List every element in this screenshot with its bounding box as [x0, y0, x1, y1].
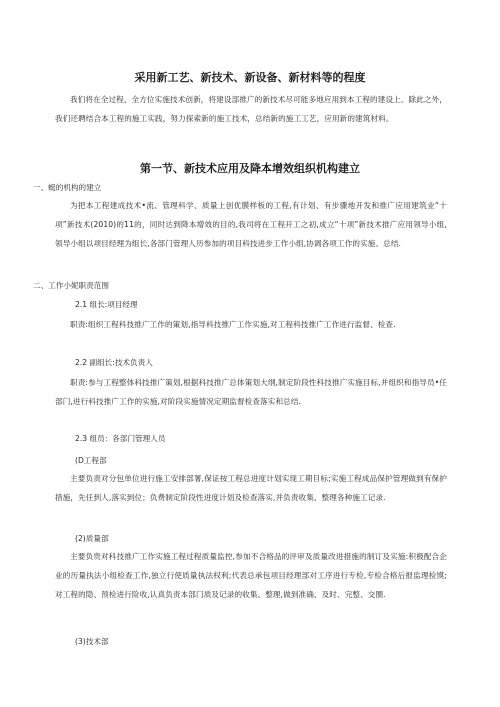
dept-1-title: (D工程部 — [75, 456, 107, 465]
section-title: 第一节、新技术应用及降本增效组织机构建立 — [140, 162, 360, 175]
dept-3-title: (3)技术部 — [75, 637, 109, 646]
item-2-2-title: 2.2 副组长:技术负责人 — [75, 358, 153, 367]
section-1-body: 为把本工程建成技术•流、管理科学、质量上创优膜样板的工程,有计划、有步骤地开发和推广应用建筑业“十项”新技术(2010)的11的，同时达到降本增效的目的,我司将在工程开工之初,成立“十项”新技术推广应用领导小组,领导小组以项目经理为组长,各部门管理人历参加的项目科技进步工作小组,协调各项工作的实施、总结. — [55, 201, 447, 248]
dept-2-title: (2)质量部 — [75, 534, 109, 543]
dept-1-body: 主要负责对分包单位进行施工安排部署,保证按工程总进度计划实现工期目标;实施工程成品保护管理做到有保护措施，先任到人,落实到位；负费制定阶段性进度计划及检查落实,并负责收集、整理各种施工记录. — [55, 474, 447, 502]
item-2-2-body: 职责:参与工程整体科技推广策划,根据科技推广总体策划大纲,制定阶段性科技推广实施目标,并组织和指导员•任部门,进行科技推广工作的实施,对阶段实施情况定期监督检查落实和总结. — [55, 378, 447, 406]
item-2-1-title: 2.1 组长:项目经理 — [75, 300, 138, 309]
section-2-heading: 二、工作小妮职责范围 — [33, 281, 109, 290]
item-2-1-body: 职责:组织工程科技推广工作的策划,指导科技推广工作实施,对工程科技推广工作进行监督、检查. — [70, 320, 396, 329]
document-title: 采用新工艺、新技术、新设备、新材料等的程度 — [134, 71, 366, 84]
dept-2-body: 主要负贵对科技推广工作实施工程过程质量监控,参加不合格品的评审及质量改进措施的制订及实施:积极配合企业的历量执法小组检查工作,独立行使质量执法权利;代表总承包项目经理部对工序进行专检,专检合格后报监理检馍;对工程的隐、预检进行险收,认真负责本部门质及记录的收集、整理,做到准确、及时、完整、交圈. — [55, 552, 447, 599]
item-2-3-title: 2.3 组员：各部门管理人员 — [75, 434, 166, 443]
section-1-heading: 一、蜓的机构的建立 — [33, 183, 102, 192]
intro-paragraph: 我们将在全过程、全方位实施技术创新，将建设部推广的新技术尽可能多地应用到本工程的建设上。除此之外，我们还聘结合本工程的施工实践，努力探索新的施工技术，总结新的施工工艺，应用新的建筑材料。 — [55, 95, 447, 123]
